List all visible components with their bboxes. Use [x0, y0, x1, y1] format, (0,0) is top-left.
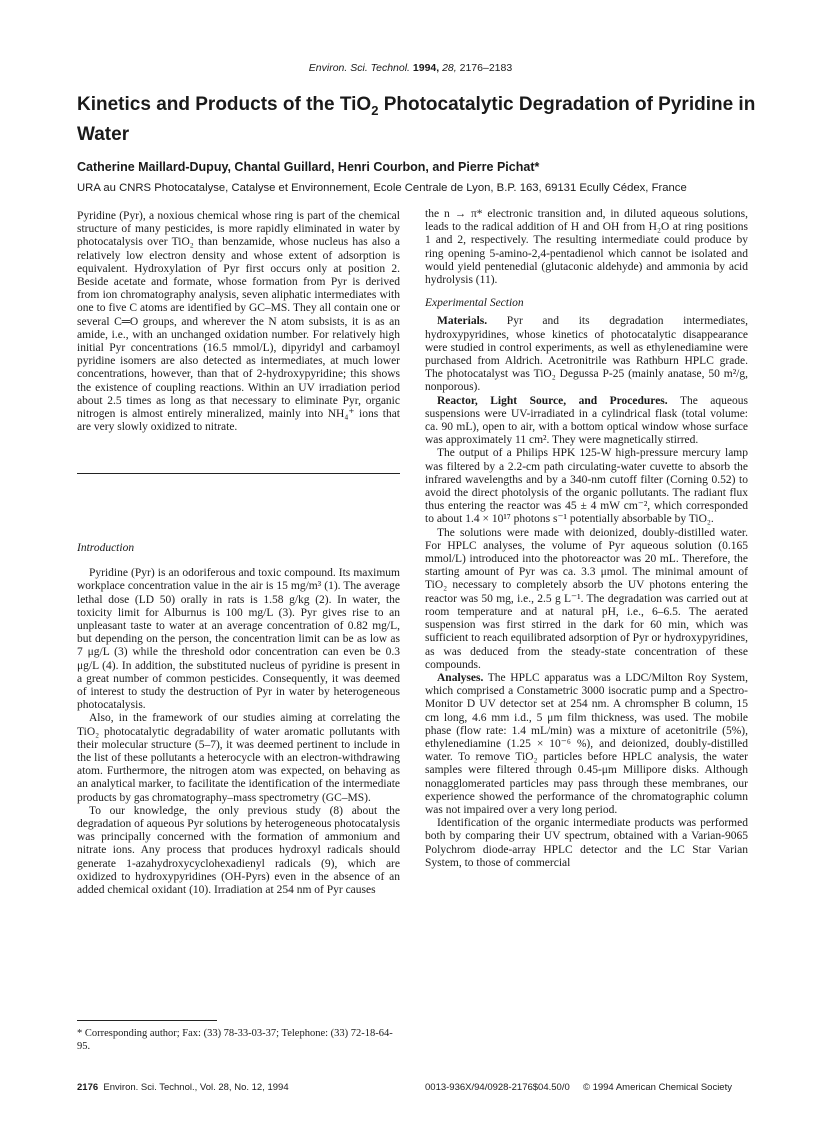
footer-left: [77, 1082, 289, 1093]
footnote: * Corresponding author; Fax: (33) 78-33-03-37; Telephone: (33) 72-18-64-95.: [77, 1028, 393, 1052]
article-title: [77, 93, 767, 147]
analyses-text: The HPLC apparatus was a LDC/Milton Roy System, which comprised a Constametric 3000 isocratic pump and a Spectro-Monitor D UV detector set at 254 nm. A chromspher B column, 15 cm long, 4.6 mm i.d., 5 μm film thickness, was used. The mobile phase (flow rate: 1.4 mL/min) was a mixture of acetonitrile (5%), ethylenediamine (1.25 × 10⁻⁶ %), and deionized, doubly-distilled water. To remove TiO₂ particles before HPLC analysis, the water samples were filtered through 0.45-μm Millipore disks. Although nonagglomerated particles may pass through these membranes, our experience showed the performance of the chromatographic column was not impaired over a very long period.: [425, 671, 748, 816]
journal-year: 1994,: [412, 62, 440, 74]
footnote-rule: [77, 1020, 217, 1021]
running-head: [0, 62, 821, 74]
intro-heading: Introduction: [77, 542, 135, 554]
lamp-paragraph: The output of a Philips HPK 125-W high-pressure mercury lamp was filtered by a 2.2-cm path circulating-water cuvette to absorb the infrared wavelengths and by a 340-nm cutoff filter (Corning 0.52) to avoid the direct photolysis of the organic pollutants. The radiant flux thus entering the reactor was 45 ± 4 mW cm⁻², which corresponded to about 1.4 × 10¹⁷ photons s⁻¹ potentially absorbable by TiO₂.: [425, 447, 748, 526]
journal-pages: 2176–2183: [459, 62, 513, 74]
abstract-rule: [77, 473, 400, 474]
analyses-paragraph: [425, 672, 748, 817]
solutions-paragraph: The solutions were made with deionized, doubly-distilled water. For HPLC analyses, the volume of Pyr aqueous solution (0.165 mmol/L) introduced into the photoreactor was 20 mL. Therefore, the starting amount of Pyr was ca. 3.3 μmol. The minimal amount of TiO₂ necessary to completely absorb the UV photons entering the reactor was 50 mg, i.e., 2.5 g L⁻¹. The degradation was carried out at room temperature and at natural pH, i.e., 6–6.5. The aerated suspension was first stirred in the dark for 60 min, which was sufficient to reach equilibrated adsorption of Pyr or hydroxypyridines, as was deduced from the steady-state concentration of these compounds.: [425, 526, 748, 671]
continued-paragraph: the n → π* electronic transition and, in diluted aqueous solutions, leads to the radical addition of H and OH from H₂O at ring positions 1 and 2, respectively. The resulting intermediate could produce by ring opening 5-amino-2,4-pentadienol which cannot be isolated and would yield pentenedial (glutaconic aldehyde) and ammonia by acid hydrolysis (11).: [425, 208, 748, 287]
reactor-text: The aqueous suspensions were UV-irradiated in a cylindrical flask (total volume: ca. 90 mL), open to air, with a bottom optical window whose surface was approximately 11 cm². They were magnetically stirred.: [425, 394, 748, 447]
reactor-label: Reactor, Light Source, and Procedures.: [437, 394, 668, 407]
title-subscript: 2: [371, 102, 379, 118]
analyses-label: Analyses.: [437, 671, 484, 684]
reactor-paragraph: [425, 395, 748, 448]
materials-label: Materials.: [437, 315, 488, 328]
abstract-text: Pyridine (Pyr), a noxious chemical whose ring is part of the chemical structure of many pesticides, is more rapidly eliminated in water by photocatalysis over TiO₂ than benzamide, whose nucleus has also a relatively low electron density and whose extent of adsorption is equivalent. Hydroxylation of Pyr first occurs only at position 2. Beside acetate and formate, whose formation from Pyr is derived from ion chromatography analysis, seven aliphatic intermediates with one to five C atoms are identified by GC–MS. They all contain one or several C═O groups, and wherever the N atom subsists, it is as an amide, i.e., with an unchanged oxidation number. For relatively high initial Pyr concentrations (16.5 mmol/L), dipyridyl and carbamoyl pyridine isomers are also detected as intermediates, at much lower concentrations, however, than that of 2-hydroxypyridine; this shows the existence of coupling reactions. Within an UV irradiation period about 2.5 times as long as that necessary to eliminate Pyr, organic nitrogen is almost entirely mineralized, mainly into NH₄⁺ ions that are very slowly oxidized to nitrate.: [77, 210, 400, 434]
affiliation: URA au CNRS Photocatalyse, Catalyse et Environnement, Ecole Centrale de Lyon, B.P. 163, 69131 Ecully Cédex, France: [77, 182, 687, 194]
intro-paragraph: Pyridine (Pyr) is an odoriferous and toxic compound. Its maximum workplace concentration value in the air is 15 mg/m³ (1). The average lethal dose (LD 50) orally in rats is 1.58 g/kg (2). In water, the toxicity limit for Alburnus is 100 mg/L (3). Pyr gives rise to an unpleasant taste to water at an average concentration of 0.82 mg/L, but depending on the person, the concentration limit can be as low as 7 μg/L (3) while the threshold odor concentration can even be 0.3 μg/L (4). In addition, the substituted nucleus of pyridine is present in a great number of common pesticides. Consequently, it was deemed of interest to study the destruction of Pyr in water by heterogeneous photocatalysis.: [77, 567, 400, 712]
author-list: Catherine Maillard-Dupuy, Chantal Guillard, Henri Courbon, and Pierre Pichat*: [77, 160, 540, 174]
experimental-heading: Experimental Section: [425, 297, 524, 310]
materials-text: Pyr and its degradation intermediates, hydroxypyridines, whose kinetics of photocatalytic disappearance were studied in control experiments, as well as ethylenediamine were purchased from Aldrich. Acetronitrile was Rathburn HPLC grade. The photocatalyst was TiO₂ Degussa P-25 (mainly anatase, 50 m²/g, nonporous).: [425, 315, 748, 394]
title-part-1: Kinetics and Products of the TiO: [77, 94, 372, 115]
intro-paragraph: Also, in the framework of our studies aiming at correlating the TiO₂ photocatalytic degradability of water aromatic pollutants with their molecular structure (5–7), it was deemed pertinent to include in the list of these pollutants a heterocycle with an electron-withdrawing atom. Furthermore, the nitrogen atom was expected, on behaving as an analytical marker, to facilitate the identification of the intermediate products by gas chromatography–mass spectrometry (GC–MS).: [77, 712, 400, 804]
journal-volume: 28,: [442, 62, 457, 74]
introduction: [77, 542, 400, 897]
intro-paragraph: To our knowledge, the only previous study (8) about the degradation of aqueous Pyr solutions by heterogeneous photocatalysis was principally concerned with the formation of ammonium and nitrate ions. Any process that produces hydroxyl radicals should generate 1-azahydroxycyclohexadienyl radicals (9), which are oxidized to hydroxypyridines (OH-Pyrs) even in the absence of an added chemical oxidant (10). Irradiation at 254 nm of Pyr causes: [77, 804, 400, 897]
title-part-2: Photocatalytic Degradation of Pyridine in Water: [77, 94, 756, 145]
abstract: [77, 210, 400, 434]
identification-paragraph: Identification of the organic intermediate products was performed both by comparing their UV spectrum, obtained with a Varian-9065 Polychrom diode-array HPLC detector and the LC Star Varian System, to those of commercial: [425, 817, 748, 869]
right-column: [425, 208, 748, 870]
page-number: 2176: [77, 1082, 99, 1093]
journal-name: Environ. Sci. Technol.: [308, 62, 410, 74]
footer-citation: Environ. Sci. Technol., Vol. 28, No. 12, 1994: [103, 1082, 289, 1093]
footer-right: 0013-936X/94/0928-2176$04.50/0 © 1994 American Chemical Society: [425, 1082, 732, 1093]
materials-paragraph: [425, 315, 748, 394]
